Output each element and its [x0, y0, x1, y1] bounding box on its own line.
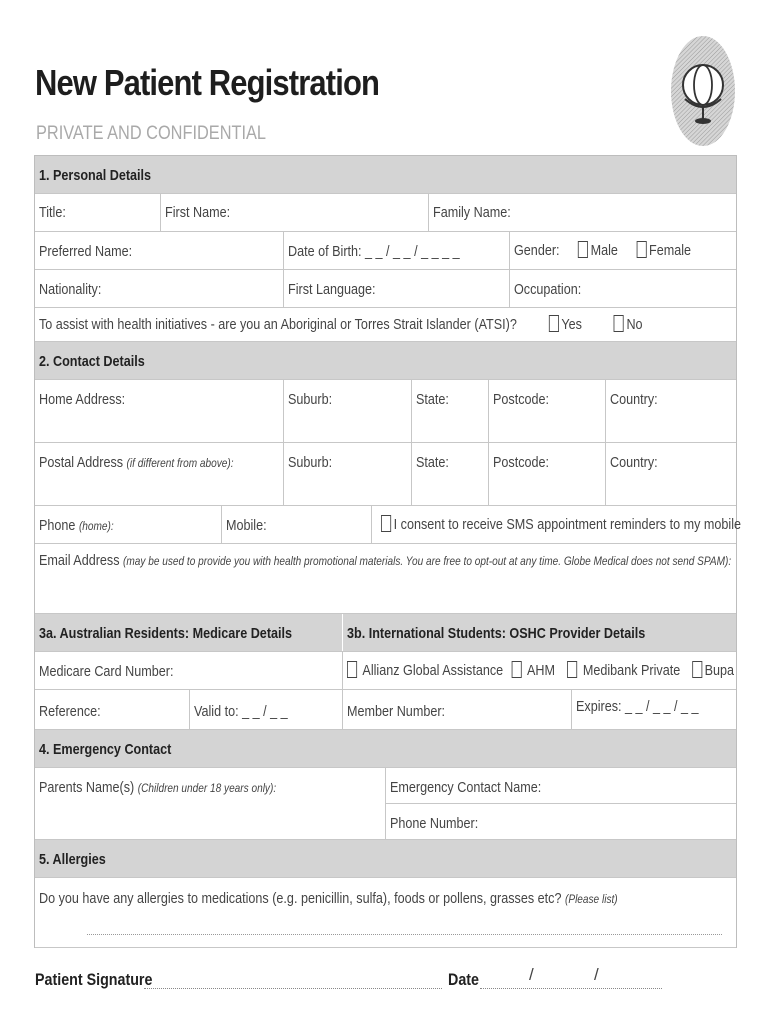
field-note: (may be used to provide you with health promotional materials. You are free to opt-out at any time. Globe Medical does not send SPAM): — [123, 554, 732, 568]
parents-name-field[interactable] — [35, 768, 385, 839]
title-field[interactable] — [35, 194, 160, 231]
date-line[interactable] — [480, 988, 662, 989]
home-postcode-field[interactable] — [488, 380, 605, 442]
registration-form — [34, 155, 742, 948]
postal-address-field[interactable] — [35, 443, 283, 505]
field-label: Expires: _ _ / _ _ / _ _ — [576, 698, 699, 715]
allianz-checkbox[interactable] — [347, 661, 357, 678]
signature-line[interactable] — [144, 988, 442, 989]
atsi-question — [35, 308, 736, 341]
field-label: Do you have any allergies to medications (e.g. penicillin, sulfa), foods or pollens, grasses etc? — [39, 890, 562, 907]
first-name-field[interactable] — [160, 194, 428, 231]
checkbox-label: No — [626, 316, 643, 333]
expires-field[interactable] — [571, 690, 736, 729]
section-heading: 5. Allergies — [39, 851, 106, 868]
postal-suburb-field[interactable] — [283, 443, 411, 505]
date-separator: / — [529, 965, 534, 984]
field-label: Mobile: — [226, 517, 267, 534]
postal-state-field[interactable] — [411, 443, 488, 505]
field-label: First Name: — [165, 204, 231, 221]
checkbox-label: I consent to receive SMS appointment reminders to my mobile — [393, 516, 742, 533]
field-label: State: — [416, 454, 449, 471]
field-label: Valid to: _ _ / _ _ — [194, 703, 288, 720]
allergies-field[interactable] — [35, 878, 736, 947]
field-label: Suburb: — [288, 391, 333, 408]
nationality-field[interactable] — [35, 270, 283, 307]
checkbox-label: Bupa — [704, 662, 735, 679]
emergency-contact-block — [385, 768, 736, 839]
field-label: Gender: — [514, 242, 560, 259]
medibank-checkbox[interactable] — [567, 661, 577, 678]
section-emergency-contact — [35, 730, 736, 768]
section-heading: 4. Emergency Contact — [39, 741, 172, 758]
field-label: Occupation: — [514, 281, 582, 298]
oshc-providers — [342, 652, 736, 689]
section-insurance — [35, 614, 736, 652]
signature-label: Patient Signature — [35, 970, 153, 989]
section-heading: 2. Contact Details — [39, 353, 145, 370]
home-address-field[interactable] — [35, 380, 283, 442]
field-label: Preferred Name: — [39, 243, 133, 260]
field-label: To assist with health initiatives - are you an Aboriginal or Torres Strait Islander (ATSI)? — [39, 316, 517, 333]
section-heading: 3b. International Students: OSHC Provider Details — [347, 625, 646, 642]
field-label: Reference: — [39, 703, 101, 720]
date-separator: / — [594, 965, 599, 984]
female-checkbox[interactable] — [636, 241, 646, 258]
family-name-field[interactable] — [428, 194, 736, 231]
field-label: Emergency Contact Name: — [390, 779, 542, 796]
field-label: Home Address: — [39, 391, 126, 408]
valid-to-field[interactable] — [189, 690, 342, 729]
atsi-no-checkbox[interactable] — [614, 315, 624, 332]
occupation-field[interactable] — [509, 270, 736, 307]
member-number-field[interactable] — [342, 690, 571, 729]
bupa-checkbox[interactable] — [692, 661, 702, 678]
section-heading: 3a. Australian Residents: Medicare Details — [39, 625, 293, 642]
field-note: (Please list) — [564, 892, 618, 906]
sms-consent — [371, 506, 742, 543]
field-label: Phone — [39, 517, 76, 534]
email-field[interactable] — [35, 544, 736, 613]
atsi-yes-checkbox[interactable] — [549, 315, 559, 332]
field-label: Date of Birth: _ _ / _ _ / _ _ _ _ — [288, 243, 460, 260]
home-country-field[interactable] — [605, 380, 736, 442]
field-label: First Language: — [288, 281, 376, 298]
checkbox-label: AHM — [526, 662, 556, 679]
home-suburb-field[interactable] — [283, 380, 411, 442]
emergency-contact-name-field[interactable] — [386, 768, 736, 804]
section-allergies — [35, 840, 736, 878]
field-label: Country: — [610, 454, 658, 471]
page-title: New Patient Registration — [35, 62, 380, 103]
reference-field[interactable] — [35, 690, 189, 729]
medicare-number-field[interactable] — [35, 652, 342, 689]
page-subtitle: PRIVATE AND CONFIDENTIAL — [36, 123, 267, 144]
checkbox-label: Allianz Global Assistance — [362, 662, 504, 679]
field-label: Title: — [39, 204, 66, 221]
field-note: (if different from above): — [126, 456, 234, 470]
ahm-checkbox[interactable] — [512, 661, 522, 678]
mobile-field[interactable] — [221, 506, 371, 543]
checkbox-label: Female — [649, 242, 692, 259]
section-personal-details — [35, 156, 736, 194]
sms-consent-checkbox[interactable] — [381, 515, 391, 532]
globe-icon — [669, 35, 737, 147]
postal-country-field[interactable] — [605, 443, 736, 505]
gender-field — [509, 232, 736, 269]
checkbox-label: Medibank Private — [582, 662, 681, 679]
field-label: Family Name: — [433, 204, 511, 221]
checkbox-label: Yes — [561, 316, 582, 333]
field-label: Suburb: — [288, 454, 333, 471]
field-note: (Children under 18 years only): — [137, 781, 277, 795]
field-label: Email Address — [39, 552, 120, 569]
field-label: Country: — [610, 391, 658, 408]
preferred-name-field[interactable] — [35, 232, 283, 269]
emergency-phone-field[interactable] — [386, 804, 736, 840]
checkbox-label: Male — [590, 242, 618, 259]
field-label: Postcode: — [493, 454, 550, 471]
field-label: Phone Number: — [390, 815, 479, 832]
allergies-line — [87, 934, 722, 935]
field-label: Nationality: — [39, 281, 102, 298]
field-note: (home): — [78, 519, 114, 533]
field-label: Parents Name(s) — [39, 779, 135, 796]
home-state-field[interactable] — [411, 380, 488, 442]
field-label: Medicare Card Number: — [39, 663, 174, 680]
postal-postcode-field[interactable] — [488, 443, 605, 505]
dob-field[interactable] — [283, 232, 509, 269]
field-label: State: — [416, 391, 449, 408]
male-checkbox[interactable] — [578, 241, 588, 258]
phone-home-field[interactable] — [35, 506, 221, 543]
field-label: Postal Address — [39, 454, 124, 471]
section-heading: 1. Personal Details — [39, 167, 152, 184]
section-contact-details — [35, 342, 736, 380]
date-label: Date — [448, 970, 479, 989]
first-language-field[interactable] — [283, 270, 509, 307]
field-label: Postcode: — [493, 391, 550, 408]
field-label: Member Number: — [347, 703, 446, 720]
